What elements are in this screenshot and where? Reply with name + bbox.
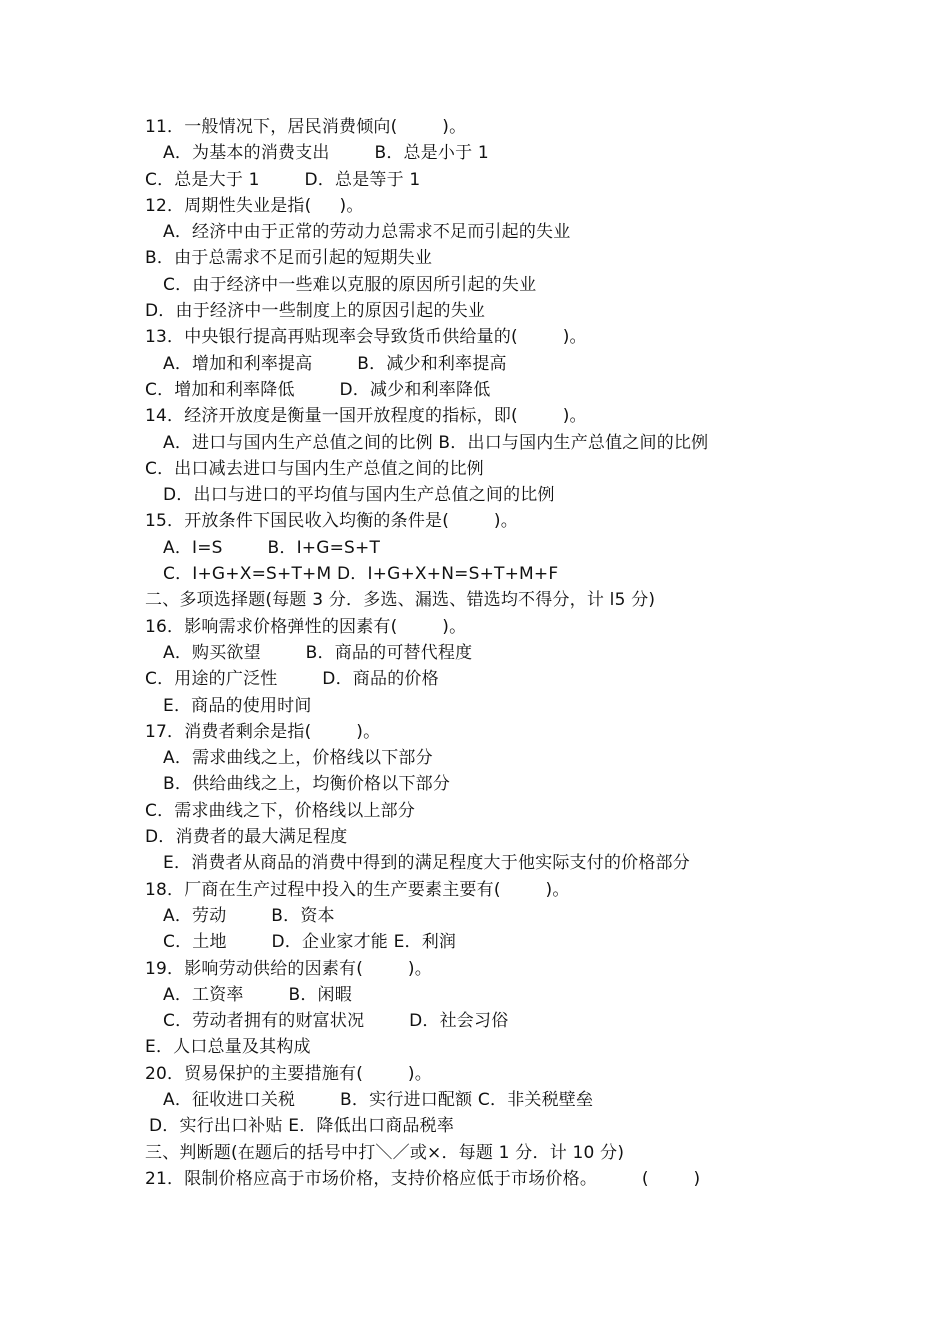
- text-line: A．购买欲望 B．商品的可替代程度: [163, 642, 473, 663]
- text-line: A．进口与国内生产总值之间的比例 B．出口与国内生产总值之间的比例: [163, 432, 709, 453]
- text-line: C．增加和利率降低 D．减少和利率降低: [145, 379, 491, 400]
- text-line: C．总是大于 1 D．总是等于 1: [145, 169, 421, 190]
- text-line: 16．影响需求价格弹性的因素有( )。: [145, 616, 467, 637]
- text-line: B．由于总需求不足而引起的短期失业: [145, 248, 433, 269]
- text-line: D．由于经济中一些制度上的原因引起的失业: [145, 301, 486, 322]
- text-line: A．工资率 B．闲暇: [163, 984, 352, 1005]
- text-line: D．消费者的最大满足程度: [145, 827, 348, 848]
- text-line: C．I+G+X=S+T+M D．I+G+X+N=S+T+M+F: [163, 564, 559, 585]
- text-line: E．商品的使用时间: [163, 695, 312, 716]
- text-line: 21．限制价格应高于市场价格，支持价格应低于市场价格。 ( ): [145, 1168, 701, 1189]
- text-line: E．消费者从商品的消费中得到的满足程度大于他实际支付的价格部分: [163, 853, 690, 874]
- text-line: A．经济中由于正常的劳动力总需求不足而引起的失业: [163, 222, 571, 243]
- text-line: C．劳动者拥有的财富状况 D．社会习俗: [163, 1011, 509, 1032]
- text-line: C．用途的广泛性 D．商品的价格: [145, 669, 439, 690]
- text-line: 13．中央银行提高再贴现率会导致货币供给量的( )。: [145, 327, 587, 348]
- text-line: 14．经济开放度是衡量一国开放程度的指标，即( )。: [145, 406, 587, 427]
- text-line: 12．周期性失业是指( )。: [145, 195, 364, 216]
- exam-content: [145, 114, 865, 1192]
- text-line: 19．影响劳动供给的因素有( )。: [145, 958, 432, 979]
- text-line: A．需求曲线之上，价格线以下部分: [163, 748, 433, 769]
- text-line: D．出口与进口的平均值与国内生产总值之间的比例: [163, 485, 555, 506]
- text-line: 11．一般情况下，居民消费倾向( )。: [145, 117, 467, 137]
- text-line: A．劳动 B．资本: [163, 905, 335, 926]
- text-line: A．增加和利率提高 B．减少和利率提高: [163, 353, 507, 374]
- text-line: A．I=S B．I+G=S+T: [163, 537, 381, 558]
- text-line: D．实行出口补贴 E．降低出口商品税率: [149, 1116, 455, 1137]
- text-line: C．由于经济中一些难以克服的原因所引起的失业: [163, 274, 537, 295]
- text-line: 二、多项选择题(每题 3 分．多选、漏选、错选均不得分，计 l5 分): [145, 590, 656, 611]
- text-line: A．征收进口关税 B．实行进口配额 C．非关税壁垒: [163, 1089, 594, 1110]
- text-line: 三、判断题(在题后的括号中打＼／或×．每题 1 分．计 10 分): [145, 1142, 625, 1163]
- text-line: B．供给曲线之上，均衡价格以下部分: [163, 774, 451, 795]
- text-line: 20．贸易保护的主要措施有( )。: [145, 1063, 432, 1084]
- text-line: 18．厂商在生产过程中投入的生产要素主要有( )。: [145, 879, 570, 900]
- text-line: 17．消费者剩余是指( )。: [145, 721, 381, 742]
- text-line: E．人口总量及其构成: [145, 1037, 311, 1058]
- text-line: 15．开放条件下国民收入均衡的条件是( )。: [145, 511, 518, 532]
- text-line: C．需求曲线之下，价格线以上部分: [145, 800, 416, 821]
- text-line: A．为基本的消费支出 B．总是小于 1: [163, 143, 489, 164]
- text-line: C．出口减去进口与国内生产总值之间的比例: [145, 458, 484, 479]
- text-line: C．土地 D．企业家才能 E．利润: [163, 932, 457, 953]
